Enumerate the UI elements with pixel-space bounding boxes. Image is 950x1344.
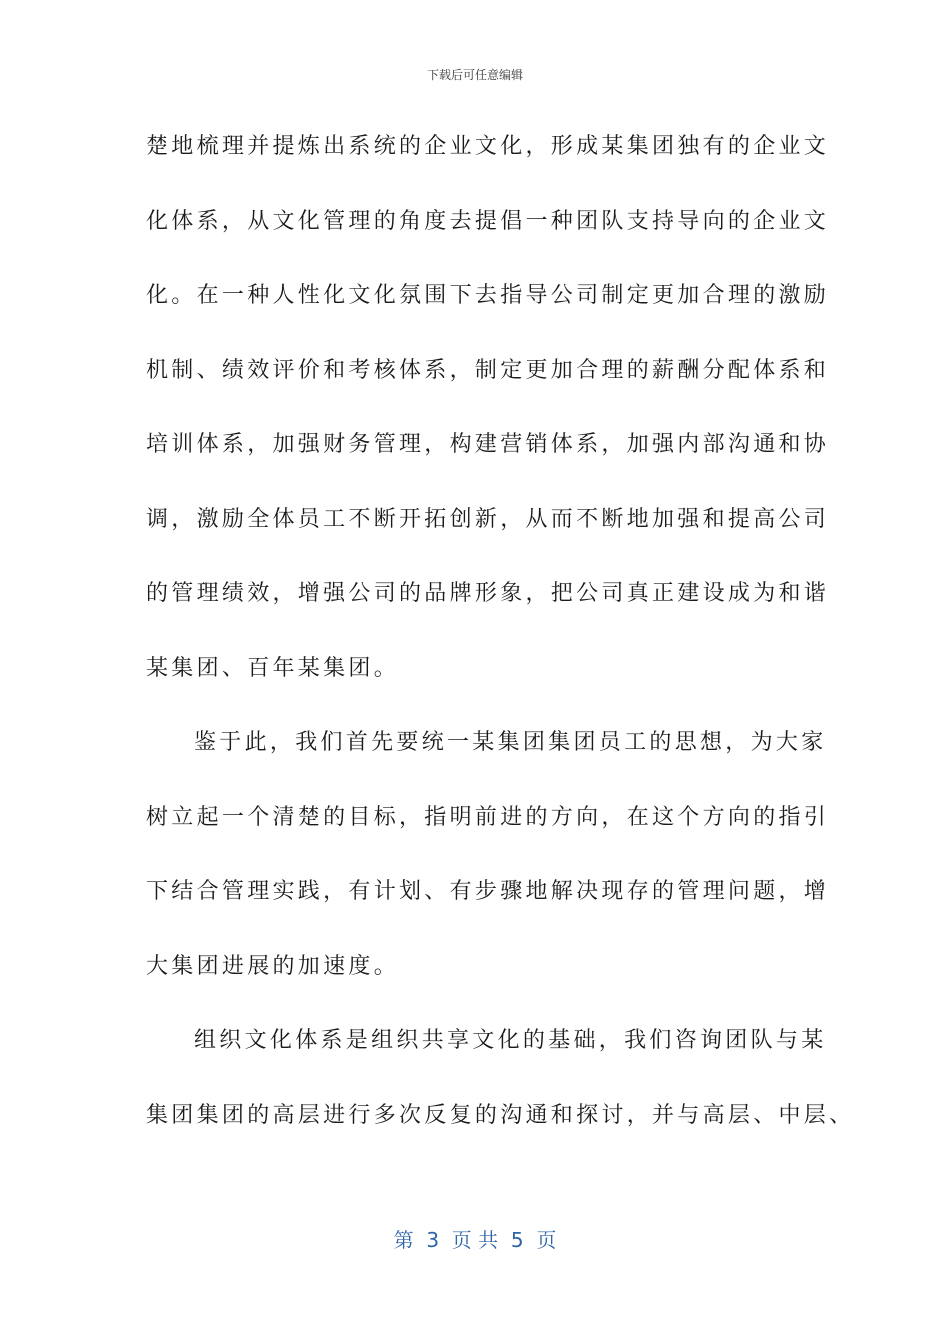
page-header: 下载后可任意编辑 [426,68,523,82]
paragraph-line: 下结合管理实践，有计划、有步骤地解决现存的管理问题，增 [146,879,830,904]
paragraph-line: 楚地梳理并提炼出系统的企业文化，形成某集团独有的企业文 [146,134,830,159]
paragraph-line: 大集团进展的加速度。 [146,953,400,979]
document-body [146,118,855,1161]
paragraph-line: 化体系，从文化管理的角度去提倡一种团队支持导向的企业文 [146,208,830,234]
paragraph-line: 树立起一个清楚的目标，指明前进的方向，在这个方向的指引 [146,804,830,830]
paragraph-line: 鉴于此，我们首先要统一某集团集团员工的思想，为大家 [194,730,827,755]
paragraph-line: 培训体系，加强财务管理，构建营销体系，加强内部沟通和协 [146,432,830,457]
paragraph-line: 的管理绩效，增强公司的品牌形象，把公司真正建设成为和谐 [146,581,830,606]
page-number-footer: 第 3 页 共 5 页 [393,1228,557,1252]
paragraph-line: 化。在一种人性化文化氛围下去指导公司制定更加合理的激励 [146,283,830,308]
paragraph-line: 组织文化体系是组织共享文化的基础，我们咨询团队与某 [194,1028,827,1053]
paragraph-line: 调，激励全体员工不断开拓创新，从而不断地加强和提高公司 [146,506,830,532]
paragraph-line: 机制、绩效评价和考核体系，制定更加合理的薪酬分配体系和 [146,357,830,383]
paragraph-line: 某集团、百年某集团。 [146,655,400,681]
paragraph-line: 集团集团的高层进行多次反复的沟通和探讨，并与高层、中层、 [146,1102,855,1128]
